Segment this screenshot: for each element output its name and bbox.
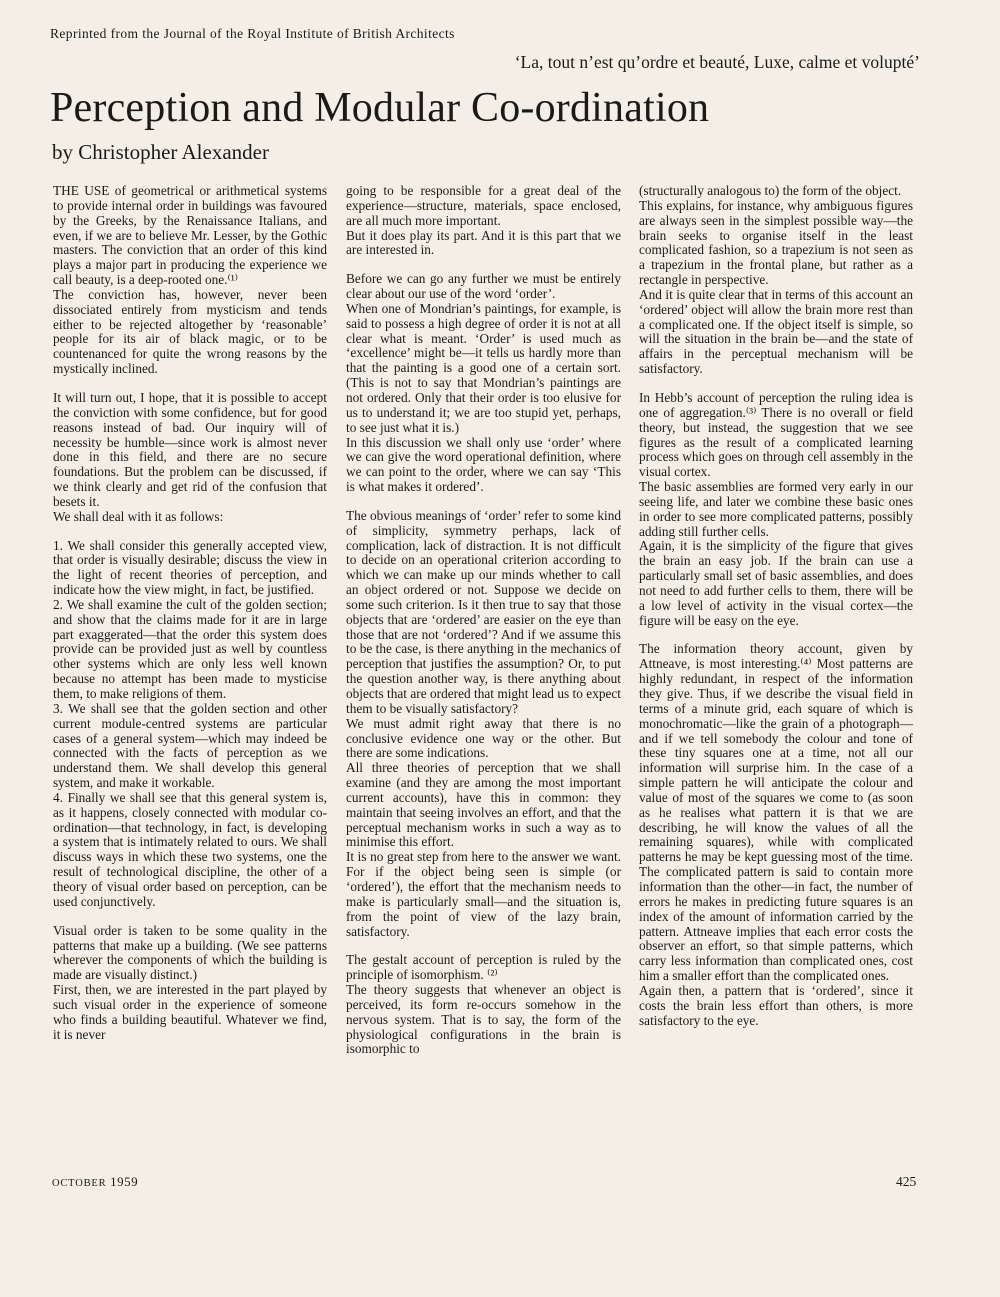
page-number: 425 — [896, 1174, 917, 1189]
paragraph: First, then, we are interested in the part played by such visual order in the experience of someone who finds a building beautiful. Whatever we find, it is never — [53, 982, 327, 1042]
paragraph: When one of Mondrian’s paintings, for example, is said to possess a high degree of order it is not at all clear what is meant. ‘Order’ is used much as ‘excellence’ might be—it tells us hardly more than that the painting is a good one of a certain sort. (This is not to say that Mondrian’s paintings are not ordered. Only that their order is too elusive for us to understand it; we are too stupid yet, perhaps, to see just what it is.) — [346, 300, 621, 435]
paragraph: But it does play its part. And it is this part that we are interested in. — [346, 227, 621, 258]
paragraph: THE USE of geometrical or arithmetical systems to provide internal order in buildings was favoured by the Greeks, by the Renaissance Italians, and even, if we are to believe Mr. Lesser, by the Gothic masters. The conviction that an order of this kind plays a major part in producing the experience we call beauty, is a deep-rooted one.⁽¹⁾ — [53, 183, 327, 288]
text-column-3 — [639, 184, 913, 1028]
paragraph: This explains, for instance, why ambiguous figures are always seen in the simplest possible way—the brain seeks to organise itself in the least complicated fashion, so a trapezium is not seen as a trapezium in the frontal plane, but rather as a rectangle in perspective. — [639, 197, 913, 288]
paragraph: It will turn out, I hope, that it is possible to accept the conviction with some confidence, but for good reasons instead of bad. Our inquiry will of necessity be humble—since work is almost never done in this field, and there are no secure foundations. But the problem can be discussed, if we think clearly and get rid of the confusion that besets it. — [53, 389, 327, 509]
paragraph: The gestalt account of perception is ruled by the principle of isomorphism. ⁽²⁾ — [346, 952, 621, 983]
paragraph: And it is quite clear that in terms of this account an ‘ordered’ object will allow the brain more rest than a complicated one. If the object itself is simple, so will the situation in the brain be—and the state of affairs in the perceptual mechanism will be satisfactory. — [639, 286, 913, 377]
paragraph: Before we can go any further we must be entirely clear about our use of the word ‘order’. — [346, 271, 621, 302]
text-column-2 — [346, 184, 621, 1057]
list-item: 4. Finally we shall see that this general system is, as it happens, closely connected with modular co-ordination—that technology, in fact, is developing a system that is intimately related to ours. We shall discuss ways in which these two systems, one the result of technological discipline, the other of a theory of visual order based on perception, can be used conjunctively. — [53, 789, 327, 909]
text-column-1 — [53, 184, 327, 1042]
list-item: 1. We shall consider this generally accepted view, that order is visually desirable; discuss the view in the light of recent theories of perception, and indicate how the view might, in fact, be justified. — [53, 537, 327, 598]
article-title: Perception and Modular Co-ordination — [50, 85, 710, 131]
paragraph: We must admit right away that there is no conclusive evidence one way or the other. But there are some indications. — [346, 715, 621, 761]
list-item: 2. We shall examine the cult of the golden section; and show that the claims made for it are in large part exaggerated—that the order this system does provide can be provided just as well by countless other systems which are only less well known because no attempt has been made to mysticise them, to make religions of them. — [53, 596, 327, 701]
issue-date — [52, 1174, 138, 1190]
paragraph: Visual order is taken to be some quality in the patterns that make up a building. (We see patterns wherever the components of which the building is made are visually distinct.) — [53, 922, 327, 983]
paragraph: In Hebb’s account of perception the ruling idea is one of aggregation.⁽³⁾ There is no overall or field theory, but instead, the suggestion that we see figures as the result of a complicated learning process which goes on through cell assembly in the visual cortex. — [639, 389, 913, 480]
issue-month: OCTOBER — [52, 1178, 107, 1189]
epigraph: ‘La, tout n’est qu’ordre et beauté, Luxe, calme et volupté’ — [514, 52, 920, 72]
issue-year: 1959 — [110, 1174, 139, 1189]
paragraph: The conviction has, however, never been dissociated entirely from mysticism and tends either to be rejected altogether by ‘reasonable’ people for its air of black magic, or to be countenanced for quite the wrong reasons by the mystically inclined. — [53, 286, 327, 377]
list-item: 3. We shall see that the golden section and other current module-centred systems are particular cases of a general system—which may indeed be connected with the facts of perception as we understand them. We shall develop this general system, and make it workable. — [53, 700, 327, 791]
paragraph: We shall deal with it as follows: — [53, 508, 224, 524]
paragraph: Again then, a pattern that is ‘ordered’, since it costs the brain less effort than others, is more satisfactory to the eye. — [639, 982, 913, 1028]
paragraph: going to be responsible for a great deal of the experience—structure, materials, space enclosed, are all much more important. — [346, 183, 621, 228]
paragraph: Again, it is the simplicity of the figure that gives the brain an easy job. If the brain can use a particularly small set of basic assemblies, and does not need to add further cells to them, there will be a low level of activity in the visual cortex—the figure will be easy on the eye. — [639, 538, 913, 628]
paragraph: It is no great step from here to the answer we want. For if the object being seen is simple (or ‘ordered’), the effort that the mechanism needs to make is particularly small—and the situation is, from the point of view of the lazy brain, satisfactory. — [346, 849, 621, 939]
paragraph: In this discussion we shall only use ‘order’ where we can give the word operational definition, where we can point to the order, where we can say ‘This is what makes it ordered’. — [346, 434, 621, 495]
paragraph: The information theory account, given by Attneave, is most interesting.⁽⁴⁾ Most patterns are highly redundant, in respect of the information they give. Thus, if we describe the visual field in terms of a minute grid, each square of which is monochromatic—like the grain of a photograph—and if we tell somebody the colour and tone of these tiny squares one at a time, not all our information will surprise him. In the case of a simple pattern he will anticipate the colour and value of most of the squares we come to (as soon as he realises what pattern it is that we are describing, he will know the values of all the remaining squares), while with complicated patterns he may be kept guessing most of the time. The complicated pattern is said to contain more information than the other—in fact, the number of errors he makes in predicting future squares is an index of the amount of information carried by the pattern. Attneave implies that each error costs the observer an effort, so that simple patterns, which carry less information than complicated ones, cost him a smaller effort than the complicated ones. — [639, 641, 913, 984]
paragraph: All three theories of perception that we shall examine (and they are among the most important current accounts), have this in common: they maintain that seeing involves an effort, and that the perceptual mechanism works in such a way as to minimise this effort. — [346, 760, 621, 850]
paragraph: The obvious meanings of ‘order’ refer to some kind of simplicity, symmetry perhaps, lack of complication, lack of distraction. It is not difficult to decide on an operational criterion according to which we can make up our minds whether to call an object ordered or not. Suppose we decide on some such criterion. Is it then true to say that those objects that are ‘ordered’ are easier on the eye than those that are not ‘ordered’? And if we assume this to be the case, is there anything in the mechanics of perception that justifies the assumption? Or, to put the question another way, is there anything about objects that are ordered that might lead us to expect them to be visually satisfactory? — [346, 507, 621, 716]
reprint-note: Reprinted from the Journal of the Royal Institute of British Architects — [50, 26, 455, 41]
paragraph: The basic assemblies are formed very early in our seeing life, and later we combine these basic ones in order to see more complicated patterns, possibly adding still further cells. — [639, 479, 913, 539]
paragraph: The theory suggests that whenever an object is perceived, its form re-occurs somehow in the nervous system. That is to say, the form of the physiological configurations in the brain is isomorphic to — [346, 982, 621, 1057]
byline: by Christopher Alexander — [52, 140, 269, 164]
paragraph: (structurally analogous to) the form of the object. — [639, 183, 902, 198]
